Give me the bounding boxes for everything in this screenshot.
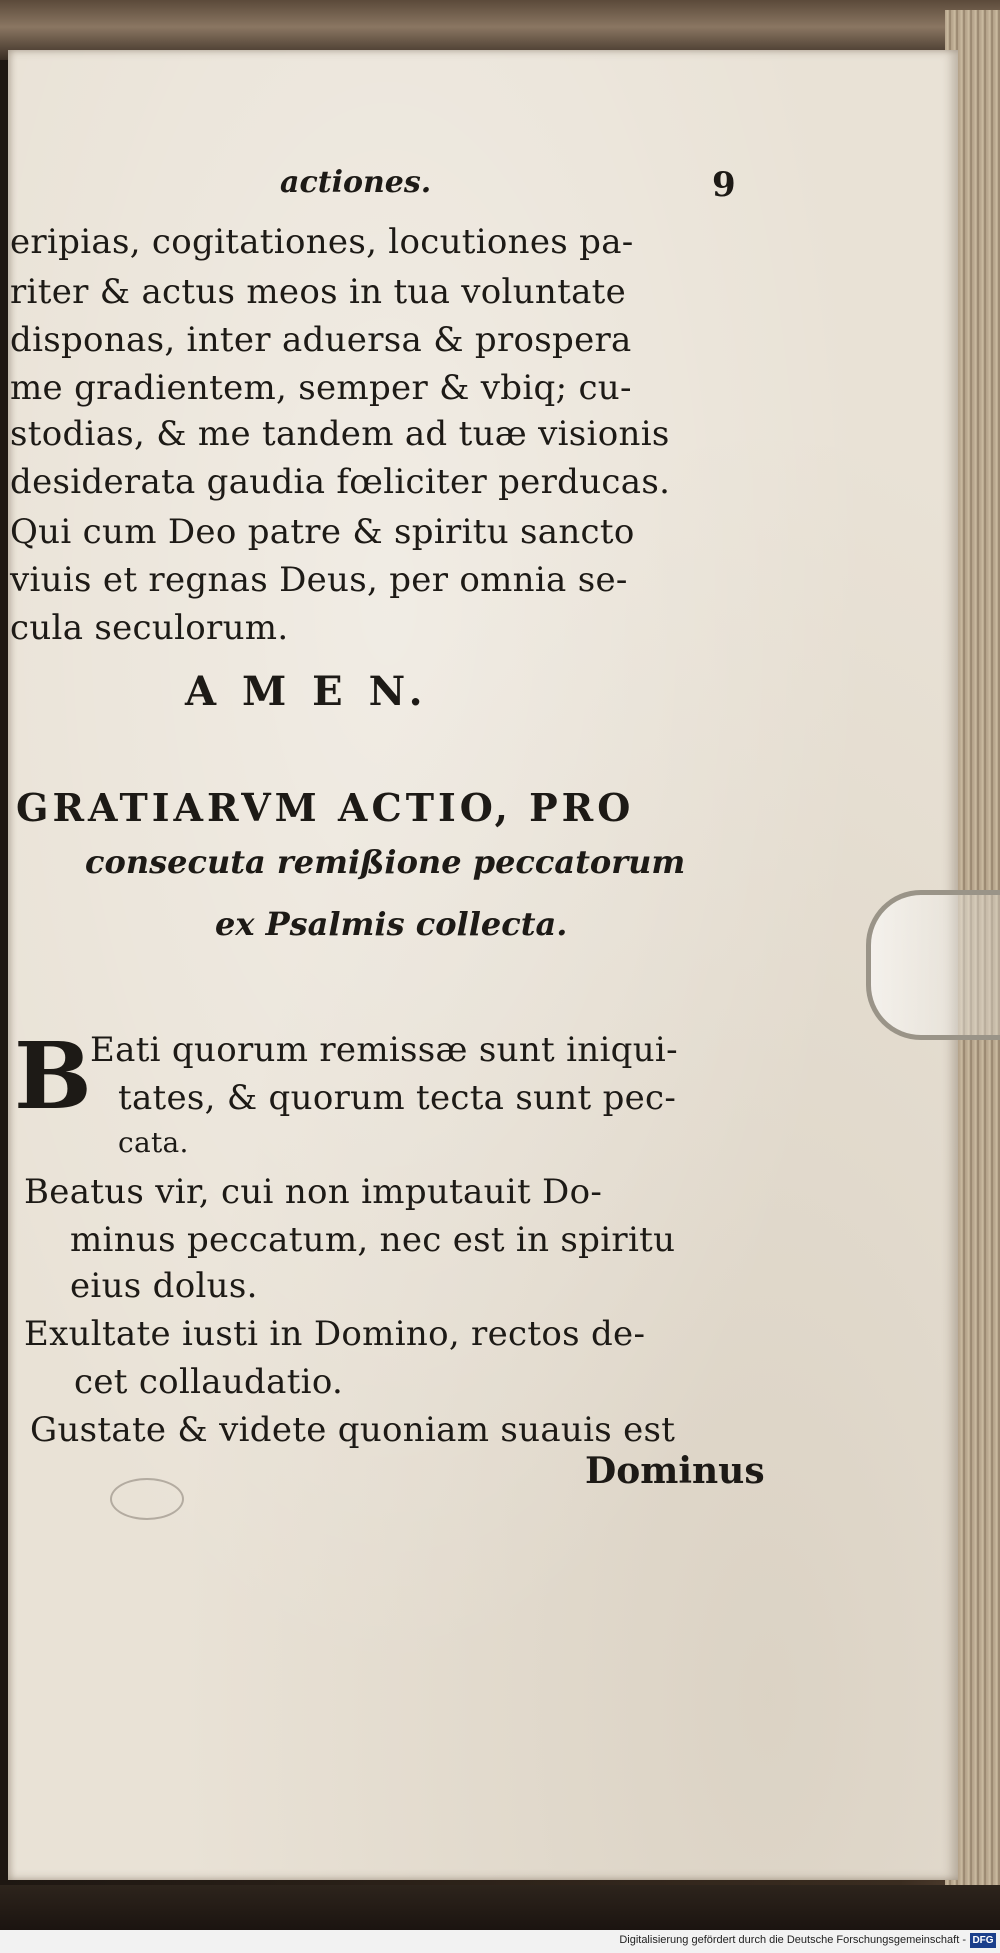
psalm-line: Exultate iusti in Domino, rectos de- [24, 1314, 646, 1354]
psalm-line: eius dolus. [70, 1266, 258, 1306]
amen-line: A M E N. [185, 668, 429, 715]
catchword: Dominus [585, 1450, 765, 1492]
psalm-line: Beatus vir, cui non imputauit Do- [24, 1172, 603, 1212]
psalm-line: cet collaudatio. [74, 1362, 344, 1402]
prayer-line: viuis et regnas Deus, per omnia se- [10, 560, 628, 600]
prayer-line: stodias, & me tandem ad tuæ visionis [10, 414, 670, 454]
section-title: GRATIARVM ACTIO, PRO [16, 785, 635, 830]
section-subtitle-source: ex Psalmis collecta. [215, 905, 568, 943]
running-head: actiones. [280, 165, 432, 200]
psalm-line: Gustate & videte quoniam suauis est [30, 1410, 676, 1450]
prayer-line: riter & actus meos in tua voluntate [10, 272, 627, 312]
prayer-line: Qui cum Deo patre & spiritu sancto [10, 512, 635, 552]
psalm-line: minus peccatum, nec est in spiritu [70, 1220, 676, 1260]
prayer-line: cula seculorum. [10, 608, 289, 648]
psalm-line: cata. [118, 1126, 189, 1159]
page-number: 9 [712, 165, 736, 205]
funding-credit: Digitalisierung gefördert durch die Deutsche Forschungsgemeinschaft - [619, 1934, 966, 1946]
prayer-line: desiderata gaudia fœliciter perducas. [10, 462, 671, 502]
section-subtitle: consecuta remißione peccatorum [85, 843, 686, 881]
prayer-line: eripias, cogitationes, locutiones pa- [10, 222, 634, 262]
psalm-line: tates, & quorum tecta sunt pec- [118, 1078, 677, 1118]
psalm-line: Eati quorum remissæ sunt iniqui- [90, 1030, 678, 1070]
prayer-line: disponas, inter aduersa & prospera [10, 320, 632, 360]
drop-capital: B [14, 1022, 92, 1130]
dfg-logo: DFG [970, 1933, 996, 1948]
book-bottom-edge [0, 1885, 1000, 1930]
prayer-line: me gradientem, semper & vbiq; cu- [10, 368, 632, 408]
ink-smudge [110, 1478, 184, 1520]
page-clip [866, 890, 1000, 1040]
